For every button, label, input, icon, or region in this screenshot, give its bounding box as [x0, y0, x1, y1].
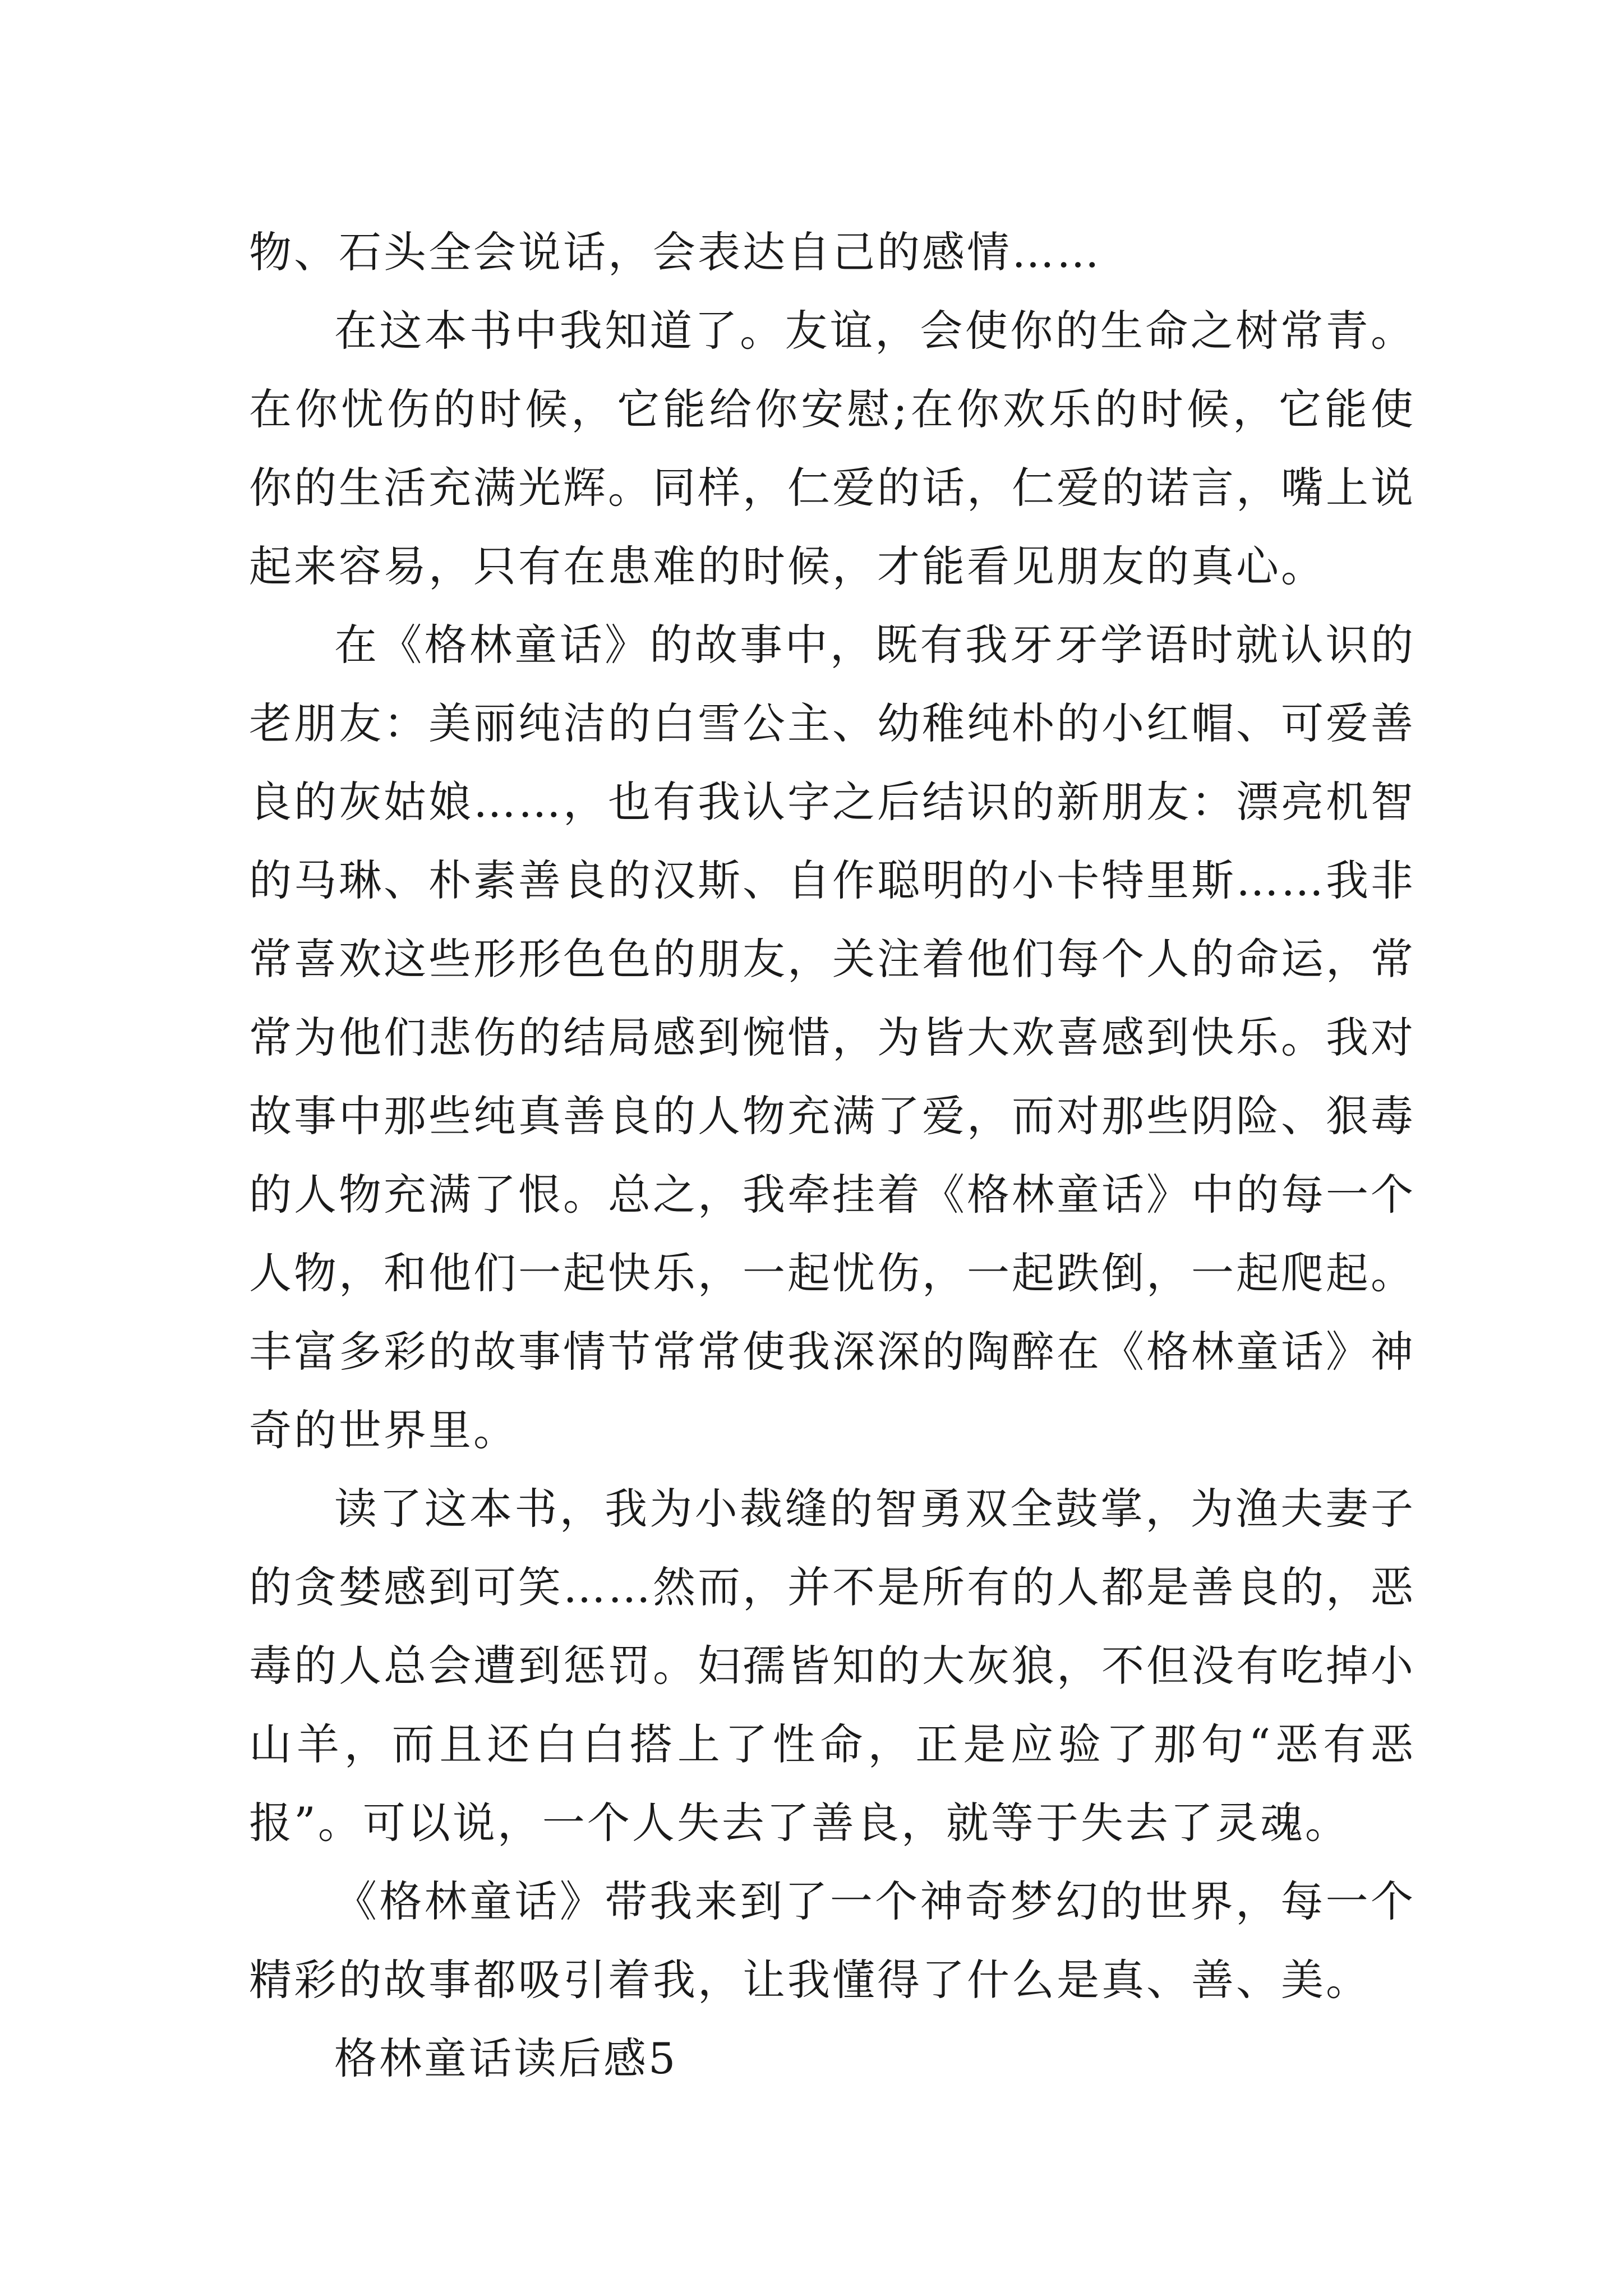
paragraph-conclusion: 《格林童话》带我来到了一个神奇梦幻的世界，每一个精彩的故事都吸引着我，让我懂得了什么是真、善、美。	[249, 1876, 1415, 2005]
paragraph-characters: 在《格林童话》的故事中，既有我牙牙学语时就认识的老朋友：美丽纯洁的白雪公主、幼稚纯朴的小红帽、可爱善良的灰姑娘……，也有我认字之后结识的新朋友：漂亮机智的马琳、朴素善良的汉斯、自作聪明的小卡特里斯……我非常喜欢这些形形色色的朋友，关注着他们每个人的命运，常常为他们悲伤的结局感到惋惜，为皆大欢喜感到快乐。我对故事中那些纯真善良的人物充满了爱，而对那些阴险、狠毒的人物充满了恨。总之，我牵挂着《格林童话》中的每一个人物，和他们一起快乐，一起忧伤，一起跌倒，一起爬起。丰富多彩的故事情节常常使我深深的陶醉在《格林童话》神奇的世界里。	[249, 620, 1415, 1455]
paragraph-good-and-evil: 读了这本书，我为小裁缝的智勇双全鼓掌，为渔夫妻子的贪婪感到可笑……然而，并不是所有的人都是善良的，恶毒的人总会遭到惩罚。妇孺皆知的大灰狼，不但没有吃掉小山羊，而且还白白搭上了性命，正是应验了那句“恶有恶报”。可以说，一个人失去了善良，就等于失去了灵魂。	[249, 1484, 1415, 1848]
section-heading: 格林童话读后感5	[334, 2033, 678, 2083]
document-body	[249, 213, 1415, 2098]
paragraph-continuation: 物、石头全会说话，会表达自己的感情……	[249, 227, 1101, 277]
paragraph-friendship: 在这本书中我知道了。友谊，会使你的生命之树常青。在你忧伤的时候，它能给你安慰;在你欢乐的时候，它能使你的生活充满光辉。同样，仁爱的话，仁爱的诺言，嘴上说起来容易，只有在患难的时候，才能看见朋友的真心。	[249, 306, 1415, 591]
